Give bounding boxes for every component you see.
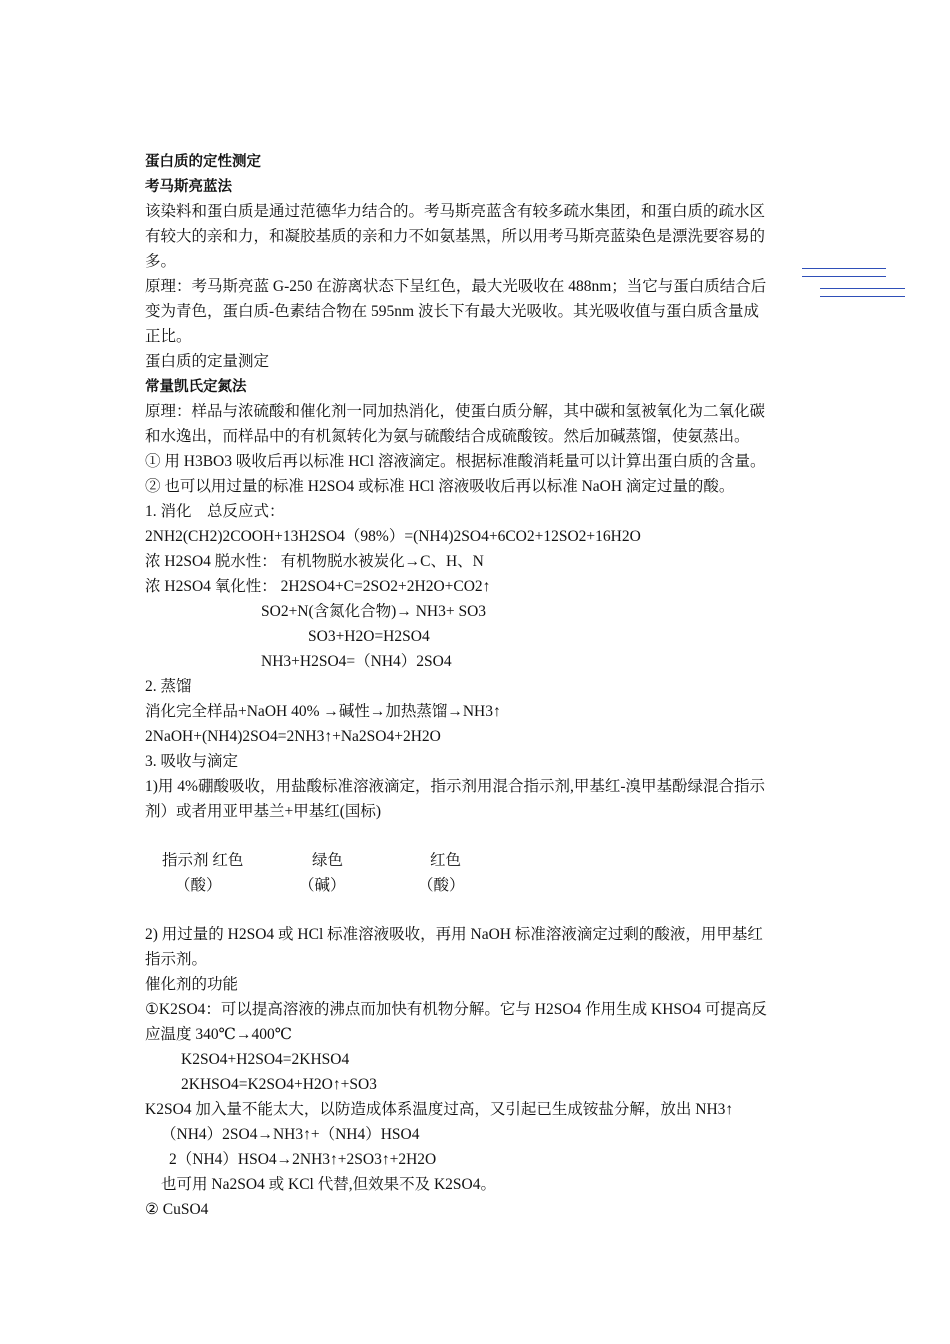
decorative-rule: [802, 268, 886, 269]
indicator-cell: （碱）: [299, 877, 346, 894]
paragraph-line: 剂）或者用亚甲基兰+甲基红(国标): [145, 803, 382, 820]
equation-line: K2SO4+H2SO4=2KHSO4: [181, 1051, 350, 1068]
paragraph-line: ② 也可以用过量的标准 H2SO4 或标准 HCl 溶液吸收后再以标准 NaOH 滴定过量的酸。: [145, 478, 735, 495]
indicator-cell: （酸）: [175, 877, 222, 894]
catalyst-cuso4: ② CuSO4: [145, 1201, 209, 1218]
paragraph-line: 有较大的亲和力，和凝胶基质的亲和力不如氨基黑，所以用考马斯亮蓝染色是漂洗要容易的: [145, 228, 766, 245]
step-heading-digestion: 1. 消化 总反应式：: [145, 503, 285, 520]
step-heading-titration: 3. 吸收与滴定: [145, 753, 239, 770]
paragraph-line: ①K2SO4：可以提高溶液的沸点而加快有机物分解。它与 H2SO4 作用生成 KHSO4 可提高反: [145, 1001, 767, 1018]
step-heading-distillation: 2. 蒸馏: [145, 678, 192, 695]
decorative-rule: [820, 288, 905, 289]
paragraph-line: 原理：考马斯亮蓝 G-250 在游离状态下呈红色，最大光吸收在 488nm；当它与蛋白质结合后: [145, 278, 767, 295]
paragraph-line: 2) 用过量的 H2SO4 或 HCl 标准溶液吸收，再用 NaOH 标准溶液滴定过剩的酸液，用甲基红: [145, 926, 763, 943]
dehydration-line: 浓 H2SO4 脱水性： 有机物脱水被炭化→C、H、N: [145, 553, 484, 570]
paragraph-line: 消化完全样品+NaOH 40% →碱性→加热蒸馏→NH3↑: [145, 703, 501, 720]
paragraph-line: 多。: [145, 253, 177, 270]
decorative-rule: [820, 296, 905, 297]
section-heading-coomassie: 考马斯亮蓝法: [145, 179, 232, 195]
paragraph-line: K2SO4 加入量不能太大，以防造成体系温度过高，又引起已生成铵盐分解，放出 NH3↑: [145, 1101, 734, 1118]
paragraph-line: 正比。: [145, 328, 192, 345]
equation-line: SO3+H2O=H2SO4: [308, 628, 430, 645]
paragraph-line: 指示剂。: [145, 951, 208, 968]
paragraph-line: 1)用 4%硼酸吸收，用盐酸标准溶液滴定，指示剂用混合指示剂,甲基红-溴甲基酚绿混合指示: [145, 778, 765, 795]
indicator-cell: 绿色: [312, 852, 344, 869]
indicator-cell: （酸）: [418, 877, 465, 894]
decorative-rule: [802, 276, 886, 277]
paragraph-line: 该染料和蛋白质是通过范德华力结合的。考马斯亮蓝含有较多疏水集团，和蛋白质的疏水区: [145, 203, 766, 220]
indicator-cell: 红色: [430, 852, 462, 869]
section-title-quantitative: 蛋白质的定量测定: [145, 353, 270, 370]
indicator-cell: 指示剂 红色: [162, 852, 244, 869]
equation-line: 2NH2(CH2)2COOH+13H2SO4（98%）=(NH4)2SO4+6CO2+12SO2+16H2O: [145, 528, 641, 545]
paragraph-line: 也可用 Na2SO4 或 KCl 代替,但效果不及 K2SO4。: [161, 1176, 496, 1193]
oxidation-line: 浓 H2SO4 氧化性： 2H2SO4+C=2SO2+2H2O+CO2↑: [145, 578, 491, 595]
paragraph-line: 变为青色，蛋白质-色素结合物在 595nm 波长下有最大光吸收。其光吸收值与蛋白质含量成: [145, 303, 759, 320]
equation-line: （NH4）2SO4→NH3↑+（NH4）HSO4: [161, 1126, 420, 1143]
paragraph-line: 和水逸出，而样品中的有机氮转化为氨与硫酸结合成硫酸铵。然后加碱蒸馏，使氨蒸出。: [145, 428, 750, 445]
paragraph-line: ① 用 H3BO3 吸收后再以标准 HCl 溶液滴定。根据标准酸消耗量可以计算出蛋白质的含量。: [145, 453, 766, 470]
equation-line: SO2+N(含氮化合物)→ NH3+ SO3: [261, 603, 487, 620]
equation-line: 2（NH4）HSO4→2NH3↑+2SO3↑+2H2O: [169, 1151, 437, 1168]
page-title: 蛋白质的定性测定: [145, 154, 261, 170]
paragraph-line: 应温度 340℃→400℃: [145, 1026, 293, 1043]
catalyst-title: 催化剂的功能: [145, 976, 239, 993]
paragraph-line: 原理：样品与浓硫酸和催化剂一同加热消化，使蛋白质分解，其中碳和氢被氧化为二氧化碳: [145, 403, 766, 420]
equation-line: NH3+H2SO4=（NH4）2SO4: [261, 653, 452, 670]
section-heading-kjeldahl: 常量凯氏定氮法: [145, 379, 247, 395]
equation-line: 2KHSO4=K2SO4+H2O↑+SO3: [181, 1076, 377, 1093]
equation-line: 2NaOH+(NH4)2SO4=2NH3↑+Na2SO4+2H2O: [145, 728, 441, 745]
